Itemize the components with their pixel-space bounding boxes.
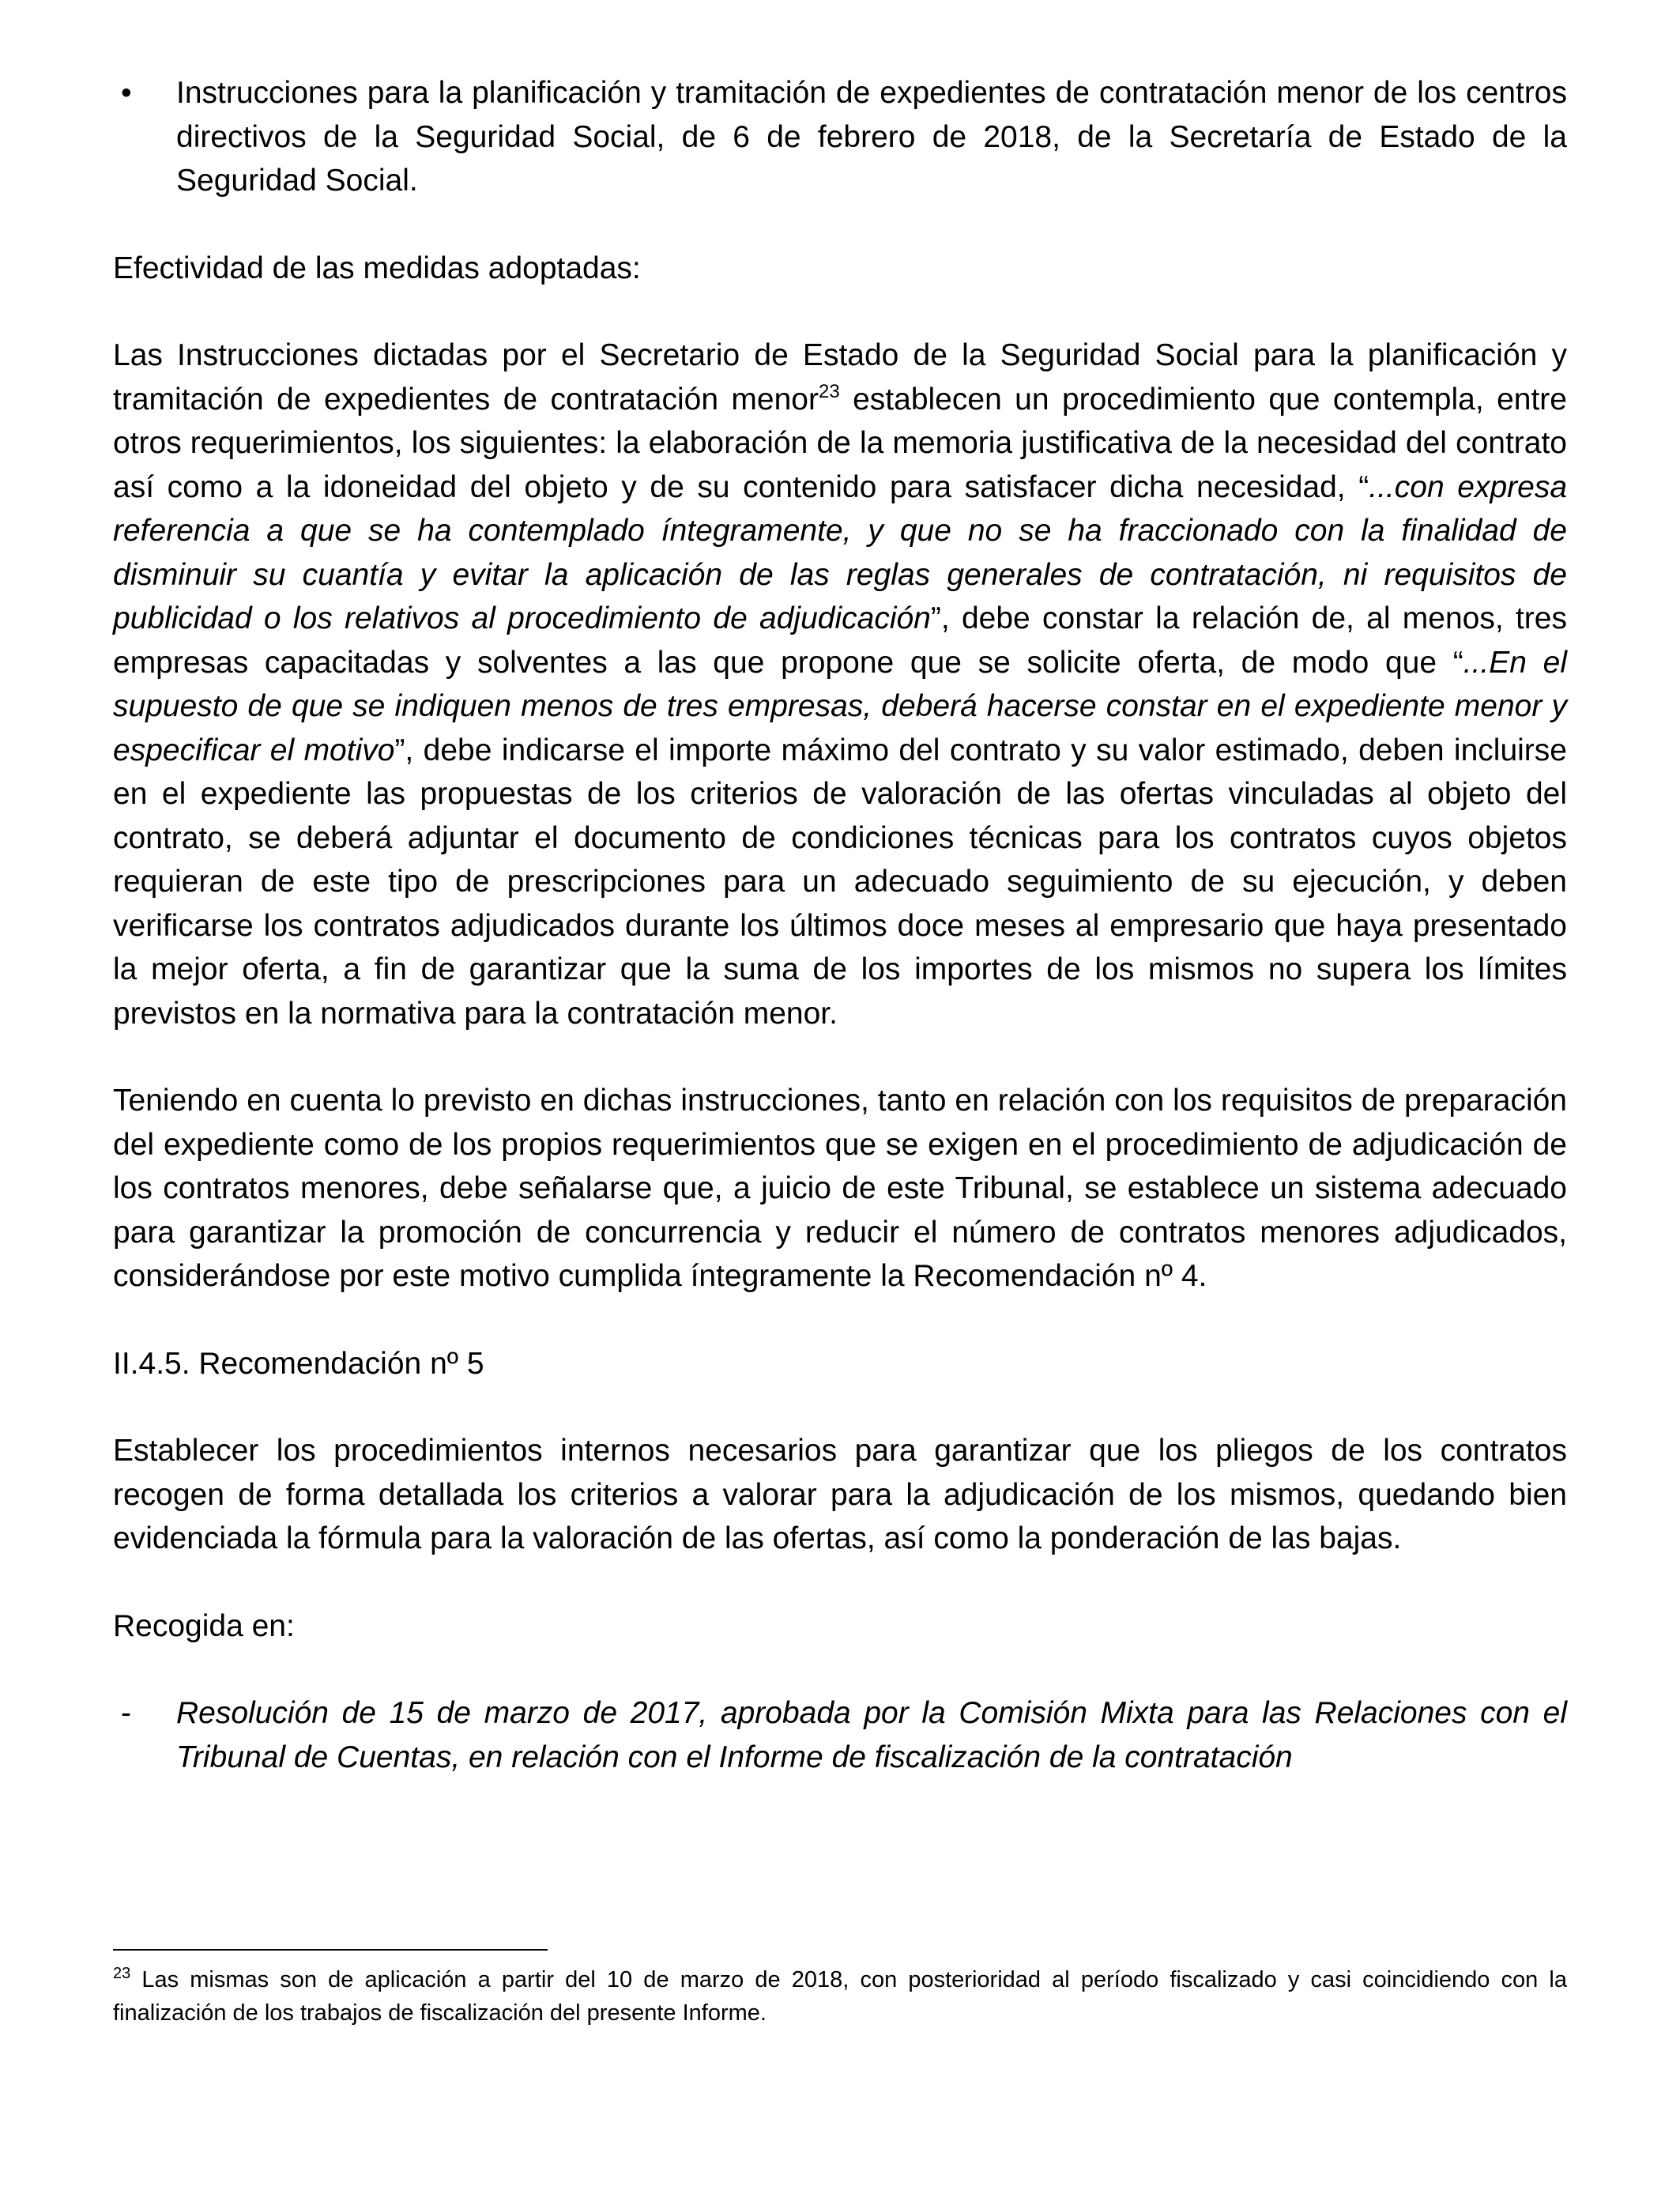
instructions-paragraph (113, 334, 1567, 1035)
instructions-text-4: ”, debe indicarse el importe máximo del contrato y su valor estimado, deben incluirse en el expediente las propuestas de los criterios de valoración de las ofertas vinculadas al objeto del contrato, se deberá adjuntar el documento de condiciones técnicas para los contratos cuyos objetos requieran de este tipo de prescripciones para un adecuado seguimiento de su ejecución, y deben verificarse los contratos adjudicados durante los últimos doce meses al empresario que haya presentado la mejor oferta, a fin de garantizar que la suma de los importes de los mismos no supera los límites previstos en la normativa para la contratación menor. (113, 733, 1567, 1031)
footnote-reference[interactable]: 23 (818, 380, 840, 402)
section-heading-rec5: II.4.5. Recomendación nº 5 (113, 1346, 484, 1381)
instructions-quote-1: ...con expresa referencia a que se ha contemplado íntegramente, y que no se ha fraccionado con la finalidad de disminuir su cuantía y evitar la aplicación de las reglas generales de contratación, ni requisitos de publicidad o los relativos al procedimiento de adjudicación (113, 469, 1568, 635)
dash-marker: - (121, 1696, 131, 1730)
footnote (113, 1963, 1567, 2030)
bullet-item-text: Instrucciones para la planificación y tramitación de expedientes de contratación menor de los centros directivos de la Seguridad Social, de 6 de febrero de 2018, de la Secretaría de Estado de la Seguridad Social. (176, 76, 1567, 198)
dash-list-item (113, 1691, 1567, 1779)
footnote-separator (113, 1949, 548, 1951)
bullet-icon: • (121, 76, 132, 110)
dash-item-text: Resolución de 15 de marzo de 2017, aprobada por la Comisión Mixta para las Relaciones con el Tribunal de Cuentas, en relación con el Informe de fiscalización de la contratación (176, 1696, 1567, 1774)
conclusion-paragraph: Teniendo en cuenta lo previsto en dichas instrucciones, tanto en relación con los requisitos de preparación del expediente como de los propios requerimientos que se exigen en el procedimiento de adjudicación de los contratos menores, debe señalarse que, a juicio de este Tribunal, se establece un sistema adecuado para garantizar la promoción de concurrencia y reducir el número de contratos menores adjudicados, considerándose por este motivo cumplida íntegramente la Recomendación nº 4. (113, 1084, 1567, 1293)
recommendation-paragraph: Establecer los procedimientos internos necesarios para garantizar que los pliegos de los contratos recogen de forma detallada los criterios a valorar para la adjudicación de los mismos, quedando bien evidenciada la fórmula para la valoración de las ofertas, así como la ponderación de las bajas. (113, 1434, 1567, 1555)
instructions-text-1: Las Instrucciones dictadas por el Secretario de Estado de la Seguridad Social para la planificación y tramitación de expedientes de contratación menor (113, 338, 1567, 417)
effectiveness-heading: Efectividad de las medidas adoptadas: (113, 251, 641, 285)
document-body (113, 71, 1567, 1779)
instructions-text-3: ”, debe constar la relación de, al menos, tres empresas capacitadas y solventes a las que propone que se solicite oferta, de modo que “ (113, 601, 1567, 680)
footnote-number: 23 (113, 1965, 131, 1982)
instructions-text-2: establecen un procedimiento que contempla, entre otros requerimientos, los siguientes: la elaboración de la memoria justificativa de la necesidad del contrato así como a la idoneidad del objeto y de su contenido para satisfacer dicha necesidad, “ (113, 382, 1567, 504)
footnote-text: Las mismas son de aplicación a partir del 10 de marzo de 2018, con posterioridad al período fiscalizado y casi coincidiendo con la finalización de los trabajos de fiscalización del presente Informe. (113, 1967, 1567, 2026)
instructions-quote-2: ...En el supuesto de que se indiquen menos de tres empresas, deberá hacerse constar en el expediente menor y especificar el motivo (113, 645, 1568, 767)
bullet-list-item (113, 71, 1567, 203)
recogida-label: Recogida en: (113, 1608, 295, 1643)
